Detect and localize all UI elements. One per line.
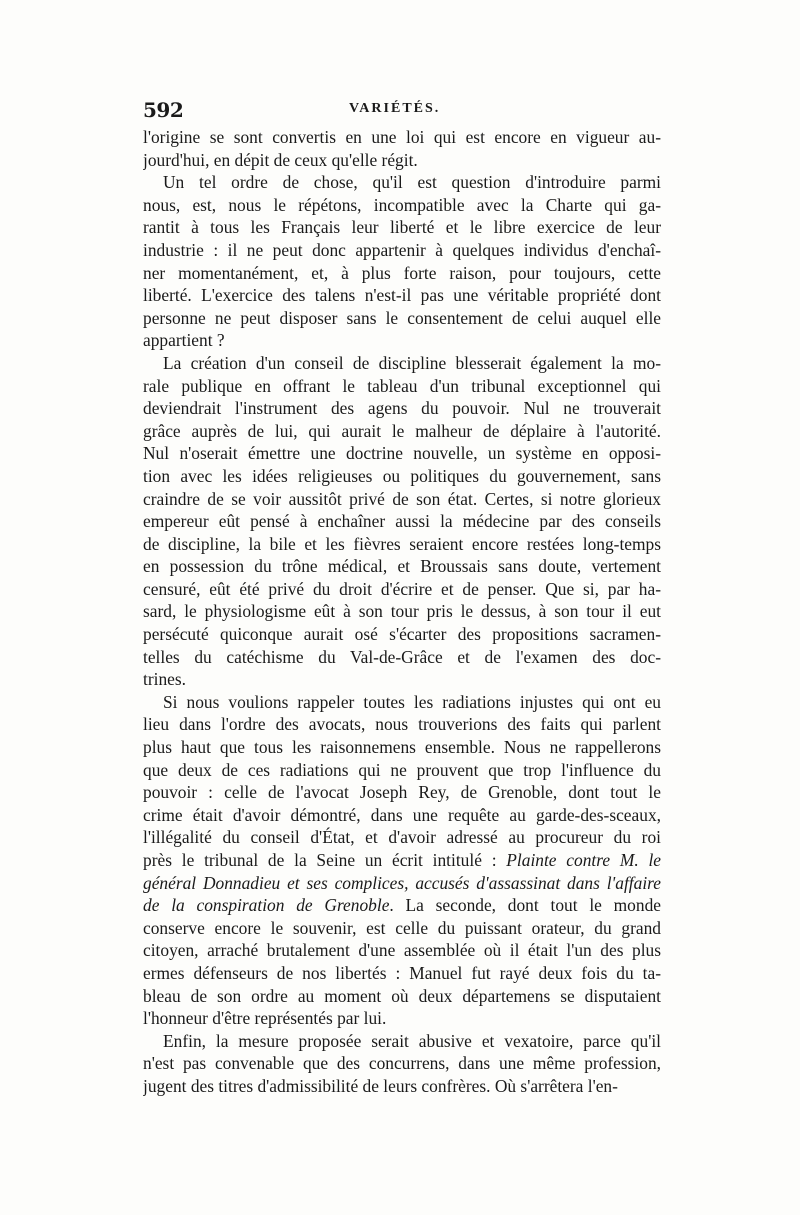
text-line: Enfin, la mesure proposée serait abusive et vexatoire, parce qu'il — [163, 1030, 661, 1051]
text-line: de la conspiration de Grenoble. La seconde, dont tout le monde — [143, 895, 661, 916]
paragraph — [143, 126, 661, 171]
text-line: nous, est, nous le répétons, incompatible avec la Charte qui ga- — [143, 194, 661, 215]
text-line: appartient ? — [143, 330, 225, 351]
text-line: n'est pas convenable que des concurrens, dans une même profession, — [143, 1053, 661, 1074]
text-line: persécuté quiconque aurait osé s'écarter des propositions sacramen- — [143, 624, 661, 645]
text-line: pouvoir : celle de l'avocat Joseph Rey, de Grenoble, dont tout le — [143, 782, 661, 803]
text-line: général Donnadieu et ses complices, accusés d'assassinat dans l'affaire — [143, 872, 661, 893]
text-line: en possession du trône médical, et Broussais sans doute, vertement — [143, 556, 661, 577]
text-line: ermes défenseurs de nos libertés : Manuel fut rayé deux fois du ta- — [143, 962, 661, 983]
text-line: ner momentanément, et, à plus forte raison, pour toujours, cette — [143, 262, 661, 283]
text-line: trines. — [143, 669, 186, 690]
text-line: conserve encore le souvenir, est celle du puissant orateur, du grand — [143, 917, 661, 938]
running-head: VARIÉTÉS. — [349, 101, 441, 116]
text-line: rantit à tous les Français leur liberté et le libre exercice de leur — [143, 217, 661, 238]
text-line: plus haut que tous les raisonnemens ensemble. Nous ne rappellerons — [143, 737, 661, 758]
text-line: tion avec les idées religieuses ou politiques du gouvernement, sans — [143, 465, 661, 486]
paragraph — [143, 1030, 661, 1098]
text-line: personne ne peut disposer sans le consentement de celui auquel elle — [143, 307, 661, 328]
text-line: de discipline, la bile et les fièvres seraient encore restées long-temps — [143, 533, 661, 554]
text-line: bleau de son ordre au moment où deux départemens se disputaient — [143, 985, 661, 1006]
text-line: empereur eût pensé à enchaîner aussi la médecine par des conseils — [143, 511, 661, 532]
text-line: près le tribunal de la Seine un écrit intitulé : Plainte contre M. le — [143, 850, 661, 870]
text-line: lieu dans l'ordre des avocats, nous trouverions des faits qui parlent — [143, 714, 661, 735]
page-number: 592 — [143, 98, 184, 122]
text-line: citoyen, arraché brutalement d'une assemblée où il était l'un des plus — [143, 940, 661, 961]
text-line: grâce auprès de lui, qui aurait le malheur de déplaire à l'autorité. — [143, 420, 661, 441]
text-line: jourd'hui, en dépit de ceux qu'elle régit. — [143, 149, 418, 170]
text-line: l'illégalité du conseil d'État, et d'avoir adressé au procureur du roi — [143, 827, 661, 848]
text-line: l'honneur d'être représentés par lui. — [143, 1008, 387, 1029]
text-line: Nul n'oserait émettre une doctrine nouvelle, un système en opposi- — [143, 443, 661, 464]
paragraph — [143, 171, 661, 352]
text-line: jugent des titres d'admissibilité de leurs confrères. Où s'arrêtera l'en- — [143, 1075, 618, 1096]
page-text-block — [143, 98, 661, 1098]
text-line: Un tel ordre de chose, qu'il est question d'introduire parmi — [163, 172, 661, 193]
text-line: rale publique en offrant le tableau d'un tribunal exceptionnel qui — [143, 375, 661, 396]
text-line: deviendrait l'instrument des agens du pouvoir. Nul ne trouverait — [143, 398, 661, 419]
paragraph — [143, 352, 661, 691]
text-line: crime était d'avoir démontré, dans une requête au garde-des-sceaux, — [143, 804, 661, 825]
text-line: telles du catéchisme du Val-de-Grâce et de l'examen des doc- — [143, 646, 661, 667]
text-line: sard, le physiologisme eût à son tour pris le dessus, à son tour il eut — [143, 601, 661, 622]
paragraph — [143, 691, 661, 1030]
text-line: craindre de se voir aussitôt privé de son état. Certes, si notre glorieux — [143, 488, 661, 509]
text-line: industrie : il ne peut donc appartenir à quelques individus d'enchaî- — [143, 239, 661, 260]
body-text — [143, 126, 661, 1098]
text-line: La création d'un conseil de discipline blesserait également la mo- — [163, 352, 661, 373]
page-header — [143, 98, 661, 126]
text-line: que deux de ces radiations qui ne prouvent que trop l'influence du — [143, 759, 661, 780]
text-line: censuré, eût été privé du droit d'écrire et de penser. Que si, par ha- — [143, 578, 661, 599]
text-line: liberté. L'exercice des talens n'est-il pas une véritable propriété dont — [143, 285, 661, 306]
text-line: Si nous voulions rappeler toutes les radiations injustes qui ont eu — [163, 691, 661, 712]
text-line: l'origine se sont convertis en une loi qui est encore en vigueur au- — [143, 127, 661, 147]
